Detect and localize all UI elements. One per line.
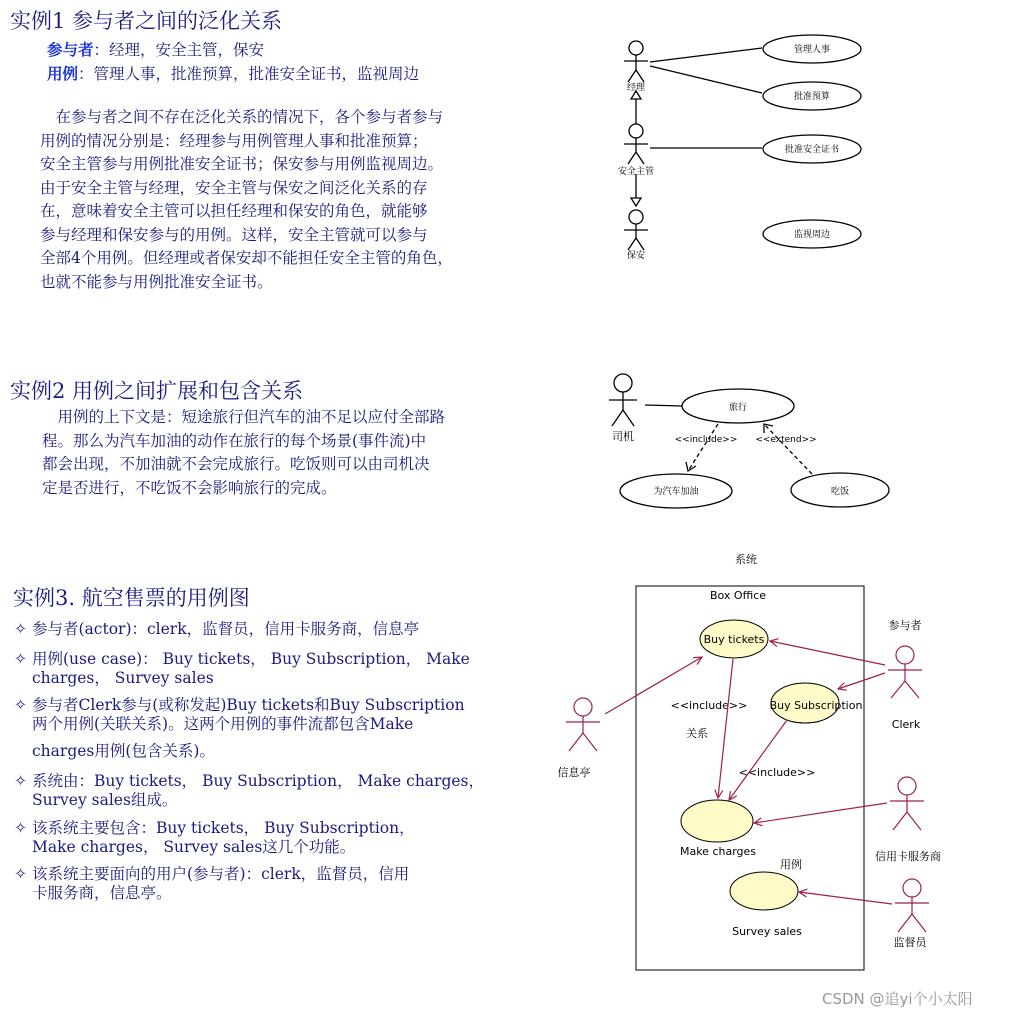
bullet-icon: ✧ (14, 620, 27, 638)
usecase-label: Buy tickets (703, 633, 765, 646)
example2-title: 实例2 用例之间扩展和包含关系 (10, 379, 304, 403)
para-line: 安全主管参与用例批准安全证书；保安参与用例监视周边。 (40, 155, 444, 173)
usecase-label: 为汽车加油 (653, 487, 699, 497)
usecase-label: Survey sales (732, 925, 802, 938)
usecases-label: 用例 (47, 64, 79, 83)
watermark: CSDN @追yi个小太阳 (822, 990, 973, 1008)
system-note: 系统 (735, 553, 757, 566)
bullet-item: ✧ 该系统主要包含：Buy tickets， Buy Subscription， Make charges， Survey sales这几个功能。 (14, 819, 415, 856)
para-line: 用例的情况分别是：经理参与用例管理人事和批准预算； (40, 131, 428, 150)
actor-note: 参与者 (888, 619, 922, 632)
actor-figure (888, 646, 922, 698)
actor-label: 信用卡服务商 (875, 850, 941, 863)
bullet-icon: ✧ (14, 696, 27, 714)
actor-label: 信息亭 (557, 766, 591, 779)
para-line: 都会出现，不加油就不会完成旅行。吃饭则可以由司机决 (42, 455, 430, 473)
include-label: <<include>> (738, 766, 816, 779)
extend-label: <<extend>> (755, 435, 817, 445)
example2-paragraph (42, 406, 522, 500)
actor-label: 司机 (612, 430, 634, 443)
usecase-label: 旅行 (728, 403, 748, 413)
usecases-text: ：管理人事，批准预算，批准安全证书，监视周边 (78, 65, 420, 83)
para-line: 全部4个用例。但经理或者保安却不能担任安全主管的角色， (40, 249, 453, 267)
usecase-label: 批准安全证书 (784, 145, 840, 155)
actor-label: 监督员 (893, 936, 927, 949)
usecase-label: Make charges (679, 845, 757, 858)
usecase-label: 吃饭 (830, 487, 850, 497)
example2-diagram (600, 370, 900, 520)
actors-text: ：经理，安全主管，保安 (93, 41, 265, 59)
usecase-label: 批准预算 (793, 92, 831, 102)
actor-figure (890, 777, 924, 830)
usecase-label: 监视周边 (793, 230, 831, 240)
bullet-item: ✧ 参与者(actor)：clerk，监督员，信用卡服务商，信息亭 (14, 620, 420, 638)
actor-figure (566, 698, 600, 751)
bullet-icon: ✧ (14, 772, 27, 790)
para-line: 参与经理和保安参与的用例。这样，安全主管就可以参与 (40, 225, 428, 244)
actor-label: 保安 (626, 251, 646, 261)
actor-label: 安全主管 (617, 167, 655, 177)
actor-figure (895, 879, 929, 932)
actors-label: 参与者 (47, 40, 94, 59)
bullet-item: ✧ 参与者Clerk参与(或称发起)Buy tickets和Buy Subscription 两个用例(关联关系)。这两个用例的事件流都包含Make (14, 696, 465, 733)
para-line: 在，意味着安全主管可以担任经理和保安的角色，就能够 (40, 202, 428, 220)
actor-figure (624, 210, 648, 250)
bullet-item: ✧ 用例(use case)： Buy tickets， Buy Subscription， Make charges， Survey sales (14, 650, 470, 687)
include-label: <<include>> (674, 435, 738, 445)
actor-figure (624, 124, 648, 164)
para-line: 用例的上下文是：短途旅行但汽车的油不足以应付全部路 (42, 408, 446, 426)
actor-label: Clerk (891, 718, 921, 731)
example3-title: 实例3. 航空售票的用例图 (13, 586, 250, 610)
include-label: <<include>> (670, 699, 748, 712)
bullet-icon: ✧ (14, 650, 27, 668)
example1-diagram (600, 30, 890, 265)
para-line: 定是否进行，不吃饭不会影响旅行的完成。 (42, 478, 337, 497)
usecase-label: 管理人事 (793, 45, 831, 55)
actor-label: 经理 (626, 83, 646, 93)
bullet-item: ✧ 系统由：Buy tickets， Buy Subscription， Make charges， Survey sales组成。 (14, 772, 484, 809)
bullet-continuation: charges用例(包含关系)。 (32, 742, 215, 760)
para-line: 也就不能参与用例批准安全证书。 (40, 272, 273, 291)
bullet-item: ✧ 该系统主要面向的用户(参与者)：clerk，监督员，信用 卡服务商，信息亭。 (14, 865, 410, 902)
relation-note: 关系 (686, 727, 708, 740)
usecase-note: 用例 (780, 858, 802, 871)
bullet-icon: ✧ (14, 865, 27, 883)
actor-figure (624, 41, 648, 82)
example1-paragraph (40, 106, 540, 294)
para-line: 程。那么为汽车加油的动作在旅行的每个场景(事件流)中 (42, 431, 427, 450)
para-line: 在参与者之间不存在泛化关系的情况下，各个参与者参与 (40, 108, 444, 126)
example1-actors-line (47, 38, 264, 63)
actor-figure (609, 374, 637, 426)
example1-title: 实例1 参与者之间的泛化关系 (10, 9, 283, 33)
bullet-icon: ✧ (14, 819, 27, 837)
example1-usecases-line (47, 62, 419, 87)
para-line: 由于安全主管与经理，安全主管与保安之间泛化关系的存 (40, 178, 428, 197)
usecase-label: Buy Subscription (769, 699, 863, 712)
example3-diagram (545, 548, 955, 978)
system-name: Box Office (709, 589, 767, 602)
